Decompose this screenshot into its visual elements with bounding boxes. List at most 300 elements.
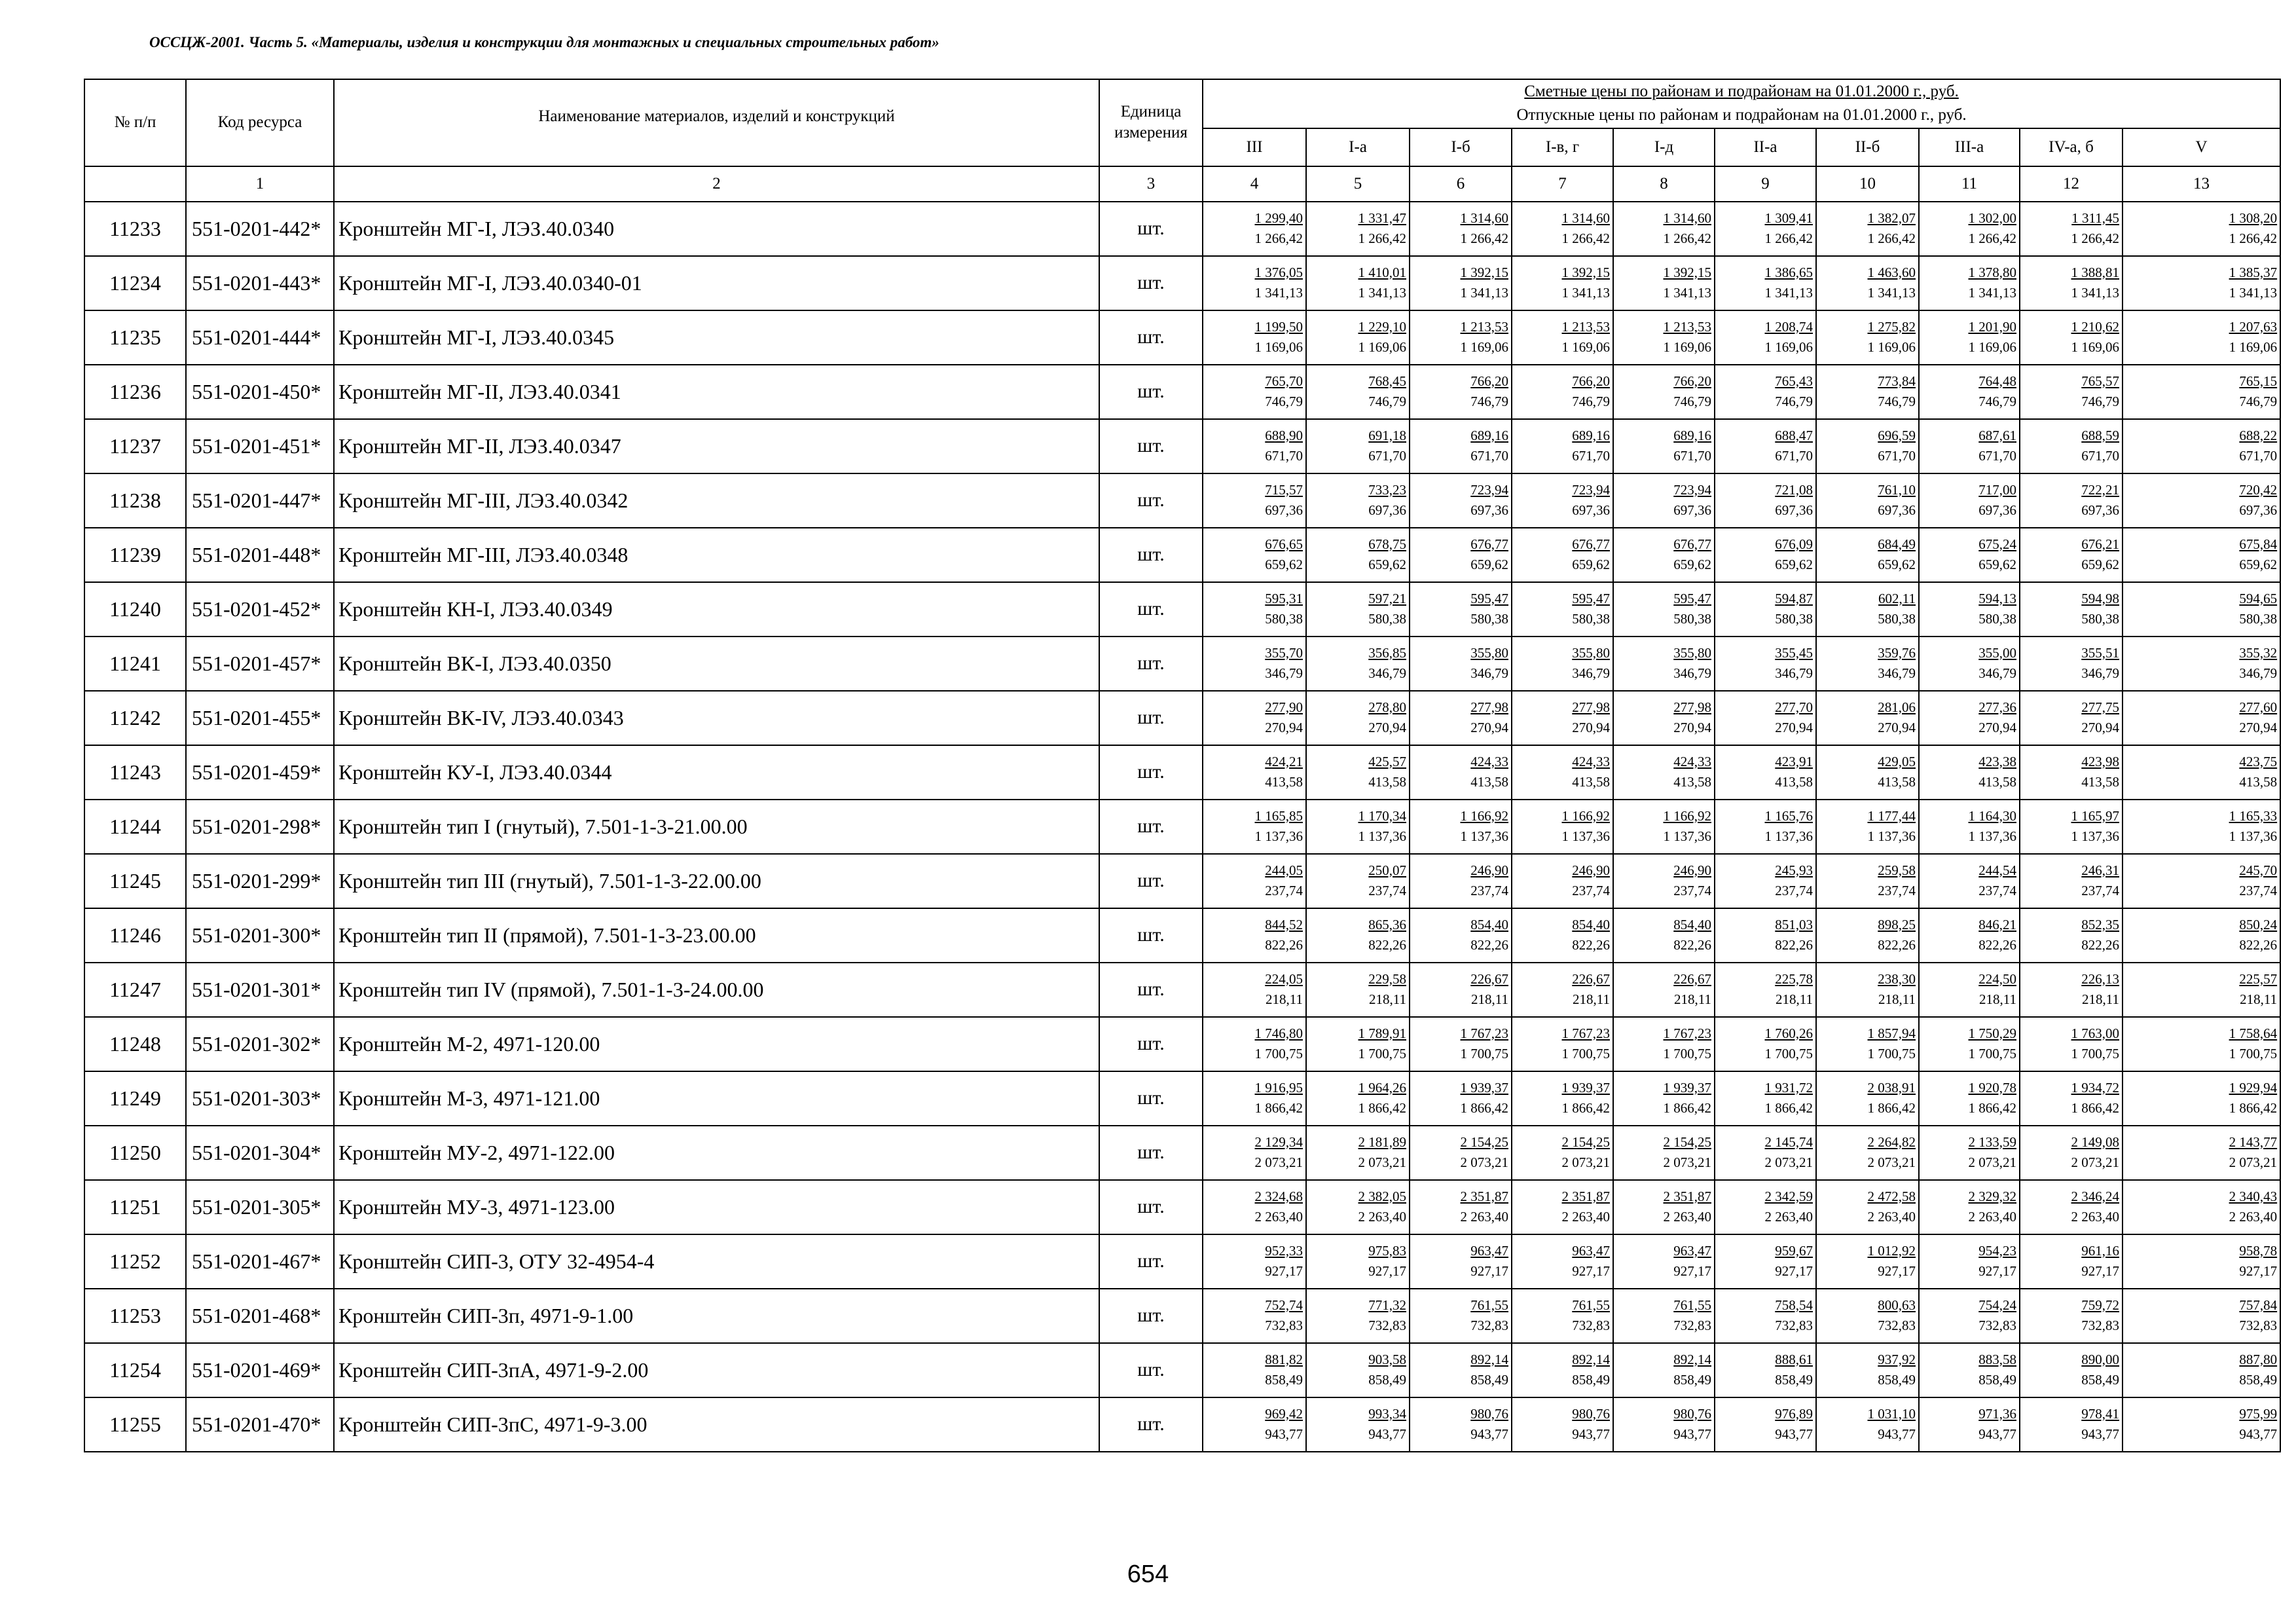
table-row (84, 1234, 2280, 1289)
estimate-price: 225,57 (2239, 970, 2278, 987)
release-price: 927,17 (2239, 1263, 2278, 1279)
estimate-price: 676,09 (1775, 536, 1813, 552)
price-cell (1410, 528, 1512, 582)
estimate-price: 768,45 (1368, 373, 1406, 389)
price-cell (1715, 691, 1816, 745)
estimate-price: 954,23 (1978, 1242, 2016, 1259)
resource-code: 551-0201-444* (186, 310, 334, 365)
release-price: 732,83 (1368, 1318, 1406, 1333)
estimate-price: 246,90 (1673, 862, 1711, 878)
price-cell (1816, 1234, 1919, 1289)
region-header: I-б (1410, 128, 1512, 166)
estimate-price: 246,90 (1572, 862, 1610, 878)
price-cell (1919, 1071, 2020, 1126)
price-cell (1512, 800, 1613, 854)
price-cell (1306, 310, 1410, 365)
price-cell (1410, 582, 1512, 637)
price-cell (1306, 1343, 1410, 1397)
estimate-price: 892,14 (1673, 1351, 1711, 1367)
price-cell (1613, 908, 1715, 963)
price-cell (1512, 1180, 1613, 1234)
release-price: 697,36 (1878, 502, 1916, 518)
release-price: 671,70 (2081, 448, 2119, 464)
release-price: 1 169,06 (2071, 339, 2119, 355)
estimate-price: 1 392,15 (1561, 264, 1610, 280)
release-price: 732,83 (1775, 1318, 1813, 1333)
estimate-price: 425,57 (1368, 753, 1406, 769)
column-number: 13 (2123, 166, 2280, 202)
release-price: 1 266,42 (1764, 231, 1813, 246)
release-price: 1 341,13 (2229, 285, 2278, 301)
release-price: 927,17 (1470, 1263, 1508, 1279)
estimate-price: 1 378,80 (1968, 264, 2016, 280)
estimate-price: 2 181,89 (1358, 1134, 1406, 1150)
page-number: 654 (1127, 1560, 1169, 1588)
table-row (84, 637, 2280, 691)
price-cell (1203, 1343, 1306, 1397)
estimate-price: 245,93 (1775, 862, 1813, 878)
price-cell (1410, 637, 1512, 691)
price-cell (2020, 419, 2123, 473)
row-number: 11246 (84, 908, 186, 963)
price-cell (2020, 582, 2123, 637)
row-number: 11233 (84, 202, 186, 256)
price-cell (1919, 745, 2020, 800)
estimate-price: 1 934,72 (2071, 1079, 2119, 1096)
release-price: 2 263,40 (1358, 1209, 1406, 1225)
price-cell (1512, 908, 1613, 963)
estimate-price: 1 166,92 (1460, 807, 1508, 824)
release-price: 732,83 (1878, 1318, 1916, 1333)
release-price: 659,62 (1368, 557, 1406, 572)
price-cell (1919, 1289, 2020, 1343)
release-price: 697,36 (2239, 502, 2278, 518)
price-cell (2123, 1289, 2280, 1343)
resource-code: 551-0201-470* (186, 1397, 334, 1452)
release-price: 237,74 (1673, 883, 1711, 898)
price-cell (2020, 310, 2123, 365)
row-number: 11240 (84, 582, 186, 637)
estimate-price: 851,03 (1775, 916, 1813, 932)
price-cell (1715, 1234, 1816, 1289)
price-cell (1613, 1017, 1715, 1071)
col-header-no: № п/п (84, 79, 186, 166)
estimate-price: 281,06 (1878, 699, 1916, 715)
estimate-price: 423,75 (2239, 753, 2278, 769)
release-price: 2 073,21 (1764, 1154, 1813, 1170)
resource-code: 551-0201-301* (186, 963, 334, 1017)
table-row (84, 473, 2280, 528)
estimate-price: 355,80 (1572, 644, 1610, 661)
estimate-price: 722,21 (2081, 481, 2119, 498)
price-cell (1306, 745, 1410, 800)
release-price: 580,38 (1978, 611, 2016, 627)
estimate-price: 1 939,37 (1663, 1079, 1711, 1096)
estimate-price: 1 920,78 (1968, 1079, 2016, 1096)
resource-code: 551-0201-455* (186, 691, 334, 745)
price-cell (1919, 528, 2020, 582)
price-cell (1306, 365, 1410, 419)
estimate-price: 2 346,24 (2071, 1188, 2119, 1204)
item-name: Кронштейн ВК-IV, ЛЭЗ.40.0343 (334, 691, 1099, 745)
price-cell (1715, 419, 1816, 473)
price-cell (1512, 1397, 1613, 1452)
release-price: 1 137,36 (1764, 828, 1813, 844)
release-price: 1 169,06 (1867, 339, 1916, 355)
price-cell (1715, 854, 1816, 908)
price-cell (1919, 256, 2020, 310)
release-price: 218,11 (2082, 991, 2119, 1007)
unit-cell: шт. (1099, 1397, 1203, 1452)
price-cell (1816, 419, 1919, 473)
release-price: 858,49 (2081, 1372, 2119, 1388)
price-cell (1816, 1289, 1919, 1343)
price-cell (1306, 637, 1410, 691)
release-price: 413,58 (1978, 774, 2016, 790)
price-cell (1512, 582, 1613, 637)
price-cell (1306, 1126, 1410, 1180)
price-cell (1715, 582, 1816, 637)
price-cell (1306, 1234, 1410, 1289)
release-price: 822,26 (1775, 937, 1813, 953)
price-cell (2020, 256, 2123, 310)
release-price: 346,79 (1775, 665, 1813, 681)
price-cell (1715, 1343, 1816, 1397)
estimate-price: 1 170,34 (1358, 807, 1406, 824)
release-price: 943,77 (1775, 1426, 1813, 1442)
release-price: 1 866,42 (1561, 1100, 1610, 1116)
price-cell (1203, 256, 1306, 310)
release-price: 746,79 (1470, 394, 1508, 409)
price-cell (1816, 637, 1919, 691)
price-cell (1410, 1397, 1512, 1452)
table-row (84, 365, 2280, 419)
estimate-price: 226,67 (1470, 970, 1508, 987)
item-name: Кронштейн МГ-I, ЛЭЗ.40.0340-01 (334, 256, 1099, 310)
estimate-price: 676,77 (1470, 536, 1508, 552)
release-price: 943,77 (1878, 1426, 1916, 1442)
estimate-price: 2 472,58 (1867, 1188, 1916, 1204)
release-price: 1 866,42 (2229, 1100, 2278, 1116)
estimate-price: 1 309,41 (1764, 210, 1813, 226)
release-price: 346,79 (2239, 665, 2278, 681)
table-row (84, 691, 2280, 745)
release-price: 1 169,06 (1663, 339, 1711, 355)
resource-code: 551-0201-469* (186, 1343, 334, 1397)
estimate-price: 224,05 (1265, 970, 1303, 987)
price-cell (1410, 365, 1512, 419)
release-price: 697,36 (2081, 502, 2119, 518)
estimate-price: 1 410,01 (1358, 264, 1406, 280)
price-cell (1613, 800, 1715, 854)
release-price: 697,36 (1978, 502, 2016, 518)
table-row (84, 908, 2280, 963)
price-cell (1816, 1017, 1919, 1071)
estimate-price: 1 031,10 (1867, 1405, 1916, 1422)
estimate-price: 1 213,53 (1561, 318, 1610, 335)
release-price: 746,79 (1368, 394, 1406, 409)
row-number: 11243 (84, 745, 186, 800)
table-row (84, 1289, 2280, 1343)
release-price: 1 137,36 (1867, 828, 1916, 844)
item-name: Кронштейн СИП-3пА, 4971-9-2.00 (334, 1343, 1099, 1397)
price-cell (1512, 1343, 1613, 1397)
column-number: 1 (186, 166, 334, 202)
estimate-price: 975,99 (2239, 1405, 2278, 1422)
estimate-price: 238,30 (1878, 970, 1916, 987)
estimate-price: 602,11 (1878, 590, 1916, 606)
estimate-price: 226,67 (1572, 970, 1610, 987)
release-price: 943,77 (2081, 1426, 2119, 1442)
release-price: 659,62 (1673, 557, 1711, 572)
release-price: 346,79 (1878, 665, 1916, 681)
release-price: 746,79 (1878, 394, 1916, 409)
estimate-price: 761,10 (1878, 481, 1916, 498)
table-row (84, 1071, 2280, 1126)
release-price: 732,83 (1572, 1318, 1610, 1333)
estimate-price: 720,42 (2239, 481, 2278, 498)
price-cell (2123, 691, 2280, 745)
price-cell (1410, 908, 1512, 963)
table-row (84, 854, 2280, 908)
region-header: III-а (1919, 128, 2020, 166)
price-cell (1203, 963, 1306, 1017)
estimate-price: 355,70 (1265, 644, 1303, 661)
release-price: 671,70 (1775, 448, 1813, 464)
release-price: 671,70 (1470, 448, 1508, 464)
price-cell (2020, 1126, 2123, 1180)
release-price: 927,17 (1265, 1263, 1303, 1279)
release-price: 218,11 (1878, 991, 1916, 1007)
price-cell (1306, 1017, 1410, 1071)
item-name: Кронштейн СИП-3п, 4971-9-1.00 (334, 1289, 1099, 1343)
price-cell (1613, 637, 1715, 691)
estimate-price: 1 388,81 (2071, 264, 2119, 280)
release-price: 659,62 (2081, 557, 2119, 572)
row-number: 11254 (84, 1343, 186, 1397)
unit-cell: шт. (1099, 1180, 1203, 1234)
release-price: 270,94 (1878, 720, 1916, 735)
price-cell (1613, 1397, 1715, 1452)
estimate-price: 676,77 (1673, 536, 1711, 552)
item-name: Кронштейн тип II (прямой), 7.501-1-3-23.00.00 (334, 908, 1099, 963)
release-price: 580,38 (1673, 611, 1711, 627)
price-cell (1410, 1343, 1512, 1397)
release-price: 2 073,21 (2229, 1154, 2278, 1170)
price-cell (1203, 745, 1306, 800)
release-price: 1 266,42 (1968, 231, 2016, 246)
estimate-price: 1 311,45 (2071, 210, 2119, 226)
table-row (84, 1017, 2280, 1071)
table-row (84, 745, 2280, 800)
resource-code: 551-0201-448* (186, 528, 334, 582)
price-cell (2020, 745, 2123, 800)
release-price: 413,58 (2239, 774, 2278, 790)
release-price: 1 866,42 (1254, 1100, 1303, 1116)
price-cell (1919, 1180, 2020, 1234)
price-cell (2123, 1397, 2280, 1452)
estimate-price: 1 165,85 (1254, 807, 1303, 824)
estimate-price: 715,57 (1265, 481, 1303, 498)
estimate-price: 761,55 (1470, 1297, 1508, 1313)
release-price: 732,83 (2239, 1318, 2278, 1333)
price-cell (1816, 800, 1919, 854)
release-price: 346,79 (1265, 665, 1303, 681)
unit-cell: шт. (1099, 310, 1203, 365)
estimate-price: 423,98 (2081, 753, 2119, 769)
release-price: 413,58 (1265, 774, 1303, 790)
release-price: 218,11 (1776, 991, 1813, 1007)
item-name: Кронштейн ВК-I, ЛЭЗ.40.0350 (334, 637, 1099, 691)
release-price: 858,49 (1572, 1372, 1610, 1388)
estimate-price: 1 165,97 (2071, 807, 2119, 824)
price-cell (1613, 745, 1715, 800)
region-header: V (2123, 128, 2280, 166)
price-cell (2020, 800, 2123, 854)
estimate-price: 689,16 (1470, 427, 1508, 443)
price-cell (2020, 854, 2123, 908)
release-price: 822,26 (2081, 937, 2119, 953)
price-cell (2123, 854, 2280, 908)
price-cell (2123, 310, 2280, 365)
release-price: 1 137,36 (2229, 828, 2278, 844)
estimate-price: 1 750,29 (1968, 1025, 2016, 1041)
estimate-price: 594,13 (1978, 590, 2016, 606)
item-name: Кронштейн КУ-I, ЛЭЗ.40.0344 (334, 745, 1099, 800)
release-price: 2 263,40 (1663, 1209, 1711, 1225)
release-price: 270,94 (1265, 720, 1303, 735)
prices-title-release: Отпускные цены по районам и подрайонам на 01.01.2000 г., руб. (1516, 106, 1967, 124)
release-price: 580,38 (1368, 611, 1406, 627)
release-price: 413,58 (1572, 774, 1610, 790)
estimate-price: 758,54 (1775, 1297, 1813, 1313)
release-price: 697,36 (1470, 502, 1508, 518)
estimate-price: 754,24 (1978, 1297, 2016, 1313)
estimate-price: 2 038,91 (1867, 1079, 1916, 1096)
estimate-price: 1 857,94 (1867, 1025, 1916, 1041)
release-price: 1 137,36 (1254, 828, 1303, 844)
row-number: 11250 (84, 1126, 186, 1180)
table-row (84, 256, 2280, 310)
unit-cell: шт. (1099, 365, 1203, 419)
release-price: 580,38 (1775, 611, 1813, 627)
item-name: Кронштейн М-2, 4971-120.00 (334, 1017, 1099, 1071)
price-cell (2123, 908, 2280, 963)
item-name: Кронштейн МГ-I, ЛЭЗ.40.0345 (334, 310, 1099, 365)
estimate-price: 852,35 (2081, 916, 2119, 932)
release-price: 858,49 (1878, 1372, 1916, 1388)
release-price: 1 341,13 (1867, 285, 1916, 301)
release-price: 1 169,06 (1968, 339, 2016, 355)
estimate-price: 2 154,25 (1460, 1134, 1508, 1150)
release-price: 1 266,42 (1561, 231, 1610, 246)
release-price: 218,11 (1573, 991, 1610, 1007)
estimate-price: 1 199,50 (1254, 318, 1303, 335)
price-cell (1816, 854, 1919, 908)
release-price: 2 263,40 (1460, 1209, 1508, 1225)
estimate-price: 980,76 (1572, 1405, 1610, 1422)
release-price: 1 137,36 (1358, 828, 1406, 844)
release-price: 746,79 (2081, 394, 2119, 409)
price-cell (1410, 310, 1512, 365)
estimate-price: 1 213,53 (1460, 318, 1508, 335)
row-number: 11236 (84, 365, 186, 419)
price-cell (1306, 800, 1410, 854)
estimate-price: 2 329,32 (1968, 1188, 2016, 1204)
estimate-price: 717,00 (1978, 481, 2016, 498)
column-number: 2 (334, 166, 1099, 202)
release-price: 697,36 (1775, 502, 1813, 518)
price-cell (2123, 365, 2280, 419)
estimate-price: 691,18 (1368, 427, 1406, 443)
table-row (84, 963, 2280, 1017)
column-number-row (84, 166, 2280, 202)
column-number: 12 (2020, 166, 2123, 202)
item-name: Кронштейн МУ-2, 4971-122.00 (334, 1126, 1099, 1180)
price-cell (1919, 1234, 2020, 1289)
unit-cell: шт. (1099, 1126, 1203, 1180)
release-price: 237,74 (1368, 883, 1406, 898)
estimate-price: 766,20 (1470, 373, 1508, 389)
release-price: 2 263,40 (1561, 1209, 1610, 1225)
price-cell (1919, 582, 2020, 637)
release-price: 1 266,42 (1663, 231, 1711, 246)
price-cell (1613, 691, 1715, 745)
estimate-price: 355,45 (1775, 644, 1813, 661)
price-cell (1816, 1397, 1919, 1452)
price-cell (1613, 310, 1715, 365)
price-cell (1919, 1343, 2020, 1397)
price-cell (1410, 1071, 1512, 1126)
release-price: 927,17 (1978, 1263, 2016, 1279)
price-cell (1613, 202, 1715, 256)
item-name: Кронштейн тип III (гнутый), 7.501-1-3-22.00.00 (334, 854, 1099, 908)
col-header-code: Код ресурса (186, 79, 334, 166)
estimate-price: 594,65 (2239, 590, 2278, 606)
resource-code: 551-0201-459* (186, 745, 334, 800)
price-cell (1512, 365, 1613, 419)
price-cell (2020, 365, 2123, 419)
price-cell (1203, 473, 1306, 528)
estimate-price: 1 931,72 (1764, 1079, 1813, 1096)
price-cell (1306, 202, 1410, 256)
price-cell (1816, 473, 1919, 528)
estimate-price: 597,21 (1368, 590, 1406, 606)
price-cell (1919, 908, 2020, 963)
estimate-price: 2 351,87 (1561, 1188, 1610, 1204)
release-price: 943,77 (1978, 1426, 2016, 1442)
estimate-price: 696,59 (1878, 427, 1916, 443)
estimate-price: 937,92 (1878, 1351, 1916, 1367)
price-cell (1715, 1071, 1816, 1126)
table-row (84, 419, 2280, 473)
resource-code: 551-0201-457* (186, 637, 334, 691)
price-cell (2020, 1289, 2123, 1343)
estimate-price: 764,48 (1978, 373, 2016, 389)
table-row (84, 800, 2280, 854)
release-price: 218,11 (1266, 991, 1303, 1007)
estimate-price: 963,47 (1572, 1242, 1610, 1259)
price-cell (2123, 528, 2280, 582)
estimate-price: 975,83 (1368, 1242, 1406, 1259)
release-price: 671,70 (1572, 448, 1610, 464)
estimate-price: 1 229,10 (1358, 318, 1406, 335)
estimate-price: 958,78 (2239, 1242, 2278, 1259)
column-number: 8 (1613, 166, 1715, 202)
estimate-price: 595,31 (1265, 590, 1303, 606)
release-price: 237,74 (1265, 883, 1303, 898)
resource-code: 551-0201-467* (186, 1234, 334, 1289)
